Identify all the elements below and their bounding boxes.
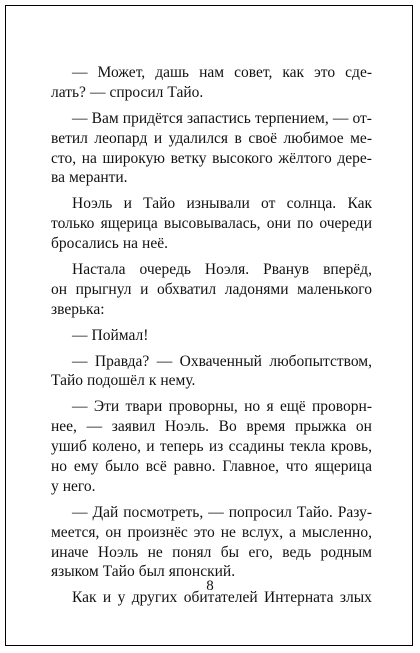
- text-line: меется, он произнёс это не вслух, а мысленно,: [51, 523, 372, 541]
- text-line: ва меранти.: [51, 169, 128, 187]
- text-line: но ему было всё равно. Главное, что ящерица: [51, 458, 372, 476]
- text-line: только ящерица высовывалась, они по очереди: [51, 215, 372, 233]
- text-line: нее, — заявил Ноэль. Во время прыжка он: [51, 418, 372, 436]
- text-line: лать? — спросил Тайо.: [51, 83, 204, 101]
- text-line: — Правда? — Охваченный любопытством,: [72, 352, 372, 370]
- paragraph: [51, 260, 372, 320]
- text-line: бросались на неё.: [51, 235, 168, 253]
- page-number: 8: [206, 578, 214, 594]
- paragraph: [51, 397, 372, 496]
- text-line: языком Тайо был японский.: [51, 563, 236, 581]
- text-line: Как и у других обитателей Интерната злых: [72, 589, 372, 607]
- paragraph: [51, 326, 372, 346]
- text-line: — Эти твари проворны, но я ещё проворн-: [72, 398, 372, 416]
- text-line: Тайо подошёл к нему.: [51, 372, 196, 390]
- text-line: — Поймал!: [72, 326, 149, 344]
- paragraph: [51, 194, 372, 254]
- text-line: он прыгнул и обхватил ладонями маленького: [51, 280, 372, 298]
- text-line: иначе Ноэль не понял бы его, ведь родным: [51, 543, 372, 561]
- text-line: ушиб колено, и теперь из ссадины текла кровь,: [51, 438, 372, 456]
- text-line: Ноэль и Тайо изнывали от солнца. Как: [72, 195, 372, 213]
- paragraph: [51, 63, 372, 103]
- paragraph: [51, 503, 372, 583]
- text-line: Настала очередь Ноэля. Рванув вперёд,: [72, 261, 372, 279]
- text-line: зверька:: [51, 300, 105, 318]
- body-text: [51, 63, 372, 608]
- text-line: ветил леопард и удалился в своё любимое ме-: [51, 129, 372, 147]
- text-line: — Вам придётся запастись терпением, — от-: [72, 109, 372, 127]
- text-line: у него.: [51, 477, 96, 495]
- text-line: — Дай посмотреть, — попросил Тайо. Разу-: [72, 503, 372, 521]
- paragraph: [51, 352, 372, 392]
- paragraph: [51, 109, 372, 189]
- text-line: сто, на широкую ветку высокого жёлтого дере-: [51, 149, 372, 167]
- text-line: — Может, дашь нам совет, как это сде-: [72, 64, 372, 81]
